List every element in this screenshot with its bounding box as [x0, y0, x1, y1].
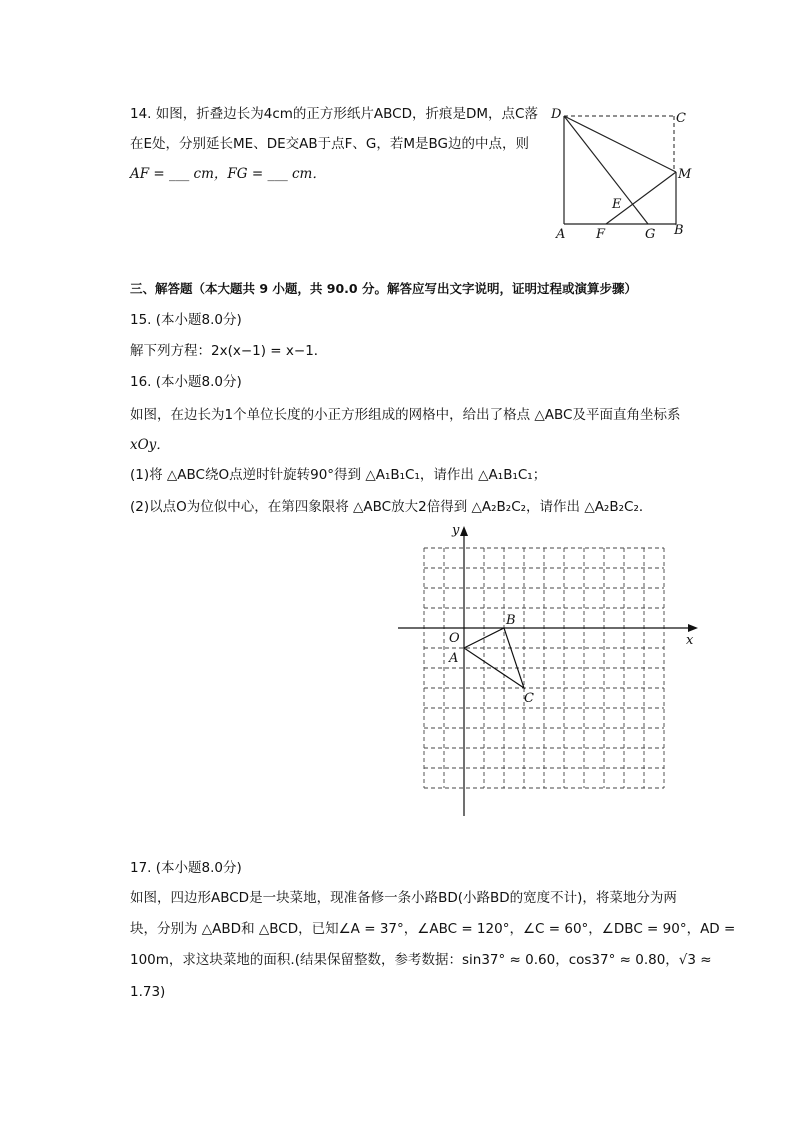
q16-grid-figure	[394, 520, 704, 820]
q16-number: 16. (本小题8.0分)	[130, 374, 242, 390]
fold-dm	[564, 116, 676, 172]
q14-square-figure	[548, 100, 698, 245]
q16-part-1: (1)将 △ABC绕O点逆时针旋转90°得到 △A₁B₁C₁，请作出 △A₁B₁C₁；	[130, 467, 547, 483]
q17-line-3: 100m，求这块菜地的面积.(结果保留整数，参考数据：sin37° ≈ 0.60，cos37° ≈ 0.80，√3 ≈	[130, 952, 712, 968]
q17-number: 17. (本小题8.0分)	[130, 860, 242, 876]
q16-line-1: 如图，在边长为1个单位长度的小正方形组成的网格中，给出了格点 △ABC及平面直角坐标系	[130, 407, 681, 423]
label-f: F	[596, 227, 606, 242]
x-axis-arrow	[688, 624, 698, 632]
section-3-heading: 三、解答题（本大题共 9 小题，共 90.0 分。解答应写出文字说明，证明过程或演算步骤）	[130, 281, 637, 296]
q16-part-2: (2)以点O为位似中心，在第四象限将 △ABC放大2倍得到 △A₂B₂C₂，请作出 △A₂B₂C₂．	[130, 499, 653, 515]
label-o: O	[449, 631, 460, 646]
label-b: B	[506, 613, 516, 628]
triangle-abc	[464, 628, 524, 688]
label-g: G	[645, 227, 656, 242]
grid-lines	[424, 548, 664, 788]
q16-line-2: xOy．	[130, 437, 170, 453]
q14-line-2: 在E处，分别延长ME、DE交AB于点F、G，若M是BG边的中点，则	[130, 136, 529, 152]
q17-line-2: 块，分别为 △ABD和 △BCD，已知∠A = 37°，∠ABC = 120°，∠C = 60°，∠DBC = 90°，AD =	[130, 921, 736, 937]
label-c: C	[676, 111, 686, 126]
label-a: A	[556, 227, 566, 242]
q15-text: 解下列方程：2x(x−1) = x−1．	[130, 343, 328, 359]
label-b: B	[674, 223, 684, 238]
y-axis-arrow	[460, 526, 468, 536]
q17-line-4: 1.73)	[130, 984, 166, 1000]
q17-line-1: 如图，四边形ABCD是一块菜地，现准备修一条小路BD(小路BD的宽度不计)，将菜地分为两	[130, 890, 677, 906]
label-e: E	[612, 197, 622, 212]
label-a: A	[449, 651, 459, 666]
label-y: y	[452, 523, 460, 538]
q14-line-3: AF = ___ cm，FG = ___ cm．	[130, 166, 326, 182]
q15-number: 15. (本小题8.0分)	[130, 312, 242, 328]
q14-line-1: 14. 如图，折叠边长为4cm的正方形纸片ABCD，折痕是DM，点C落	[130, 106, 538, 122]
line-dg	[564, 116, 648, 224]
label-d: D	[551, 107, 562, 122]
label-m: M	[678, 167, 692, 182]
label-x: x	[686, 633, 694, 648]
label-c: C	[524, 691, 534, 706]
